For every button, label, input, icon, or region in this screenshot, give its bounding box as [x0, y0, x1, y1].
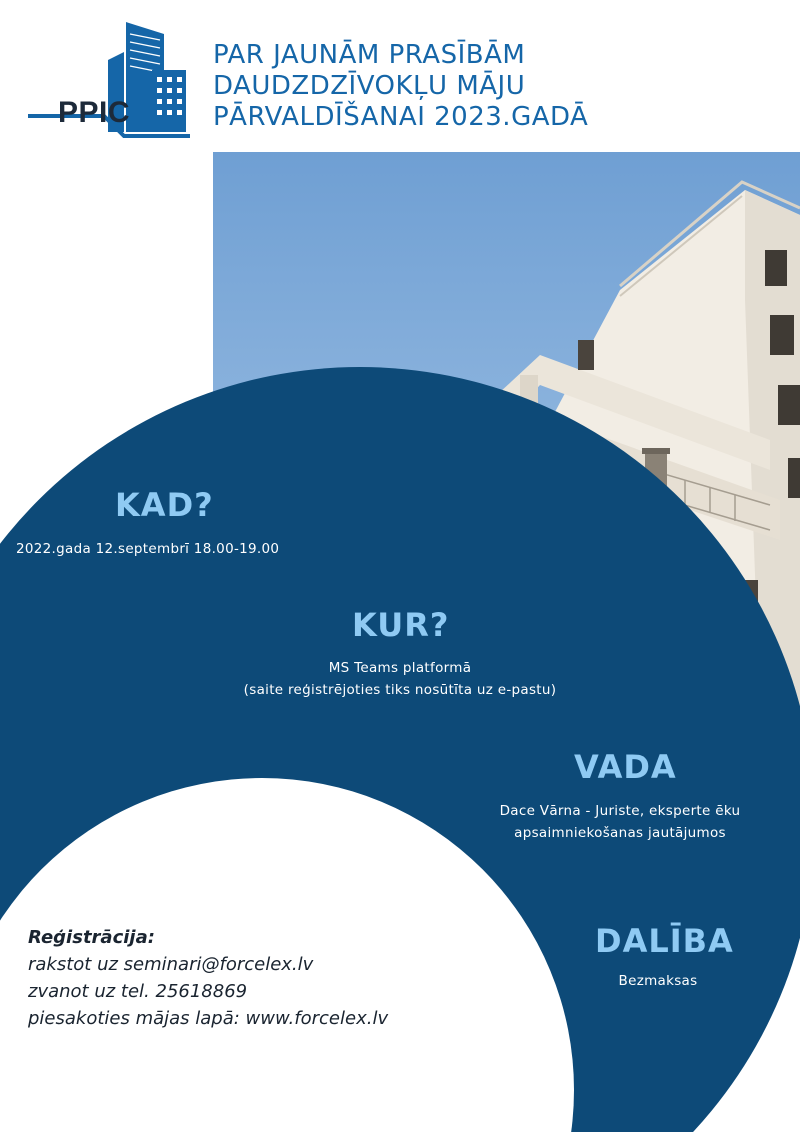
registration-website[interactable]: piesakoties mājas lapā: www.forcelex.lv [28, 1008, 389, 1029]
kur-line-1: MS Teams platformā [328, 660, 472, 676]
registration-title: Reģistrācija: [28, 927, 155, 948]
registration-email[interactable]: rakstot uz seminari@forcelex.lv [28, 954, 314, 975]
kad-text: 2022.gada 12.septembrī 18.00-19.00 [16, 541, 280, 557]
title-line: DAUDZDZĪVOKĻU MĀJU [213, 71, 526, 101]
logo-text: PPIC [58, 96, 131, 129]
vada-text [470, 800, 770, 844]
title-line: PĀRVALDĪŠANAI 2023.GADĀ [213, 102, 589, 132]
daliba-heading: DALĪBA [595, 922, 734, 960]
vada-line-2: apsaimniekošanas jautājumos [514, 825, 726, 841]
registration-phone[interactable]: zvanot uz tel. 25618869 [28, 981, 248, 1002]
ppic-logo [28, 20, 190, 140]
vada-heading: VADA [574, 748, 677, 786]
page-title [213, 40, 773, 133]
title-line: PAR JAUNĀM PRASĪBĀM [213, 40, 526, 70]
kur-text [200, 657, 600, 701]
kur-heading: KUR? [352, 606, 450, 644]
kur-line-2: (saite reģistrējoties tiks nosūtīta uz e-pastu) [243, 682, 557, 698]
daliba-text: Bezmaksas [618, 973, 698, 989]
registration-block [28, 924, 388, 1032]
vada-line-1: Dace Vārna - Juriste, eksperte ēku [499, 803, 741, 819]
kad-heading: KAD? [115, 486, 214, 524]
